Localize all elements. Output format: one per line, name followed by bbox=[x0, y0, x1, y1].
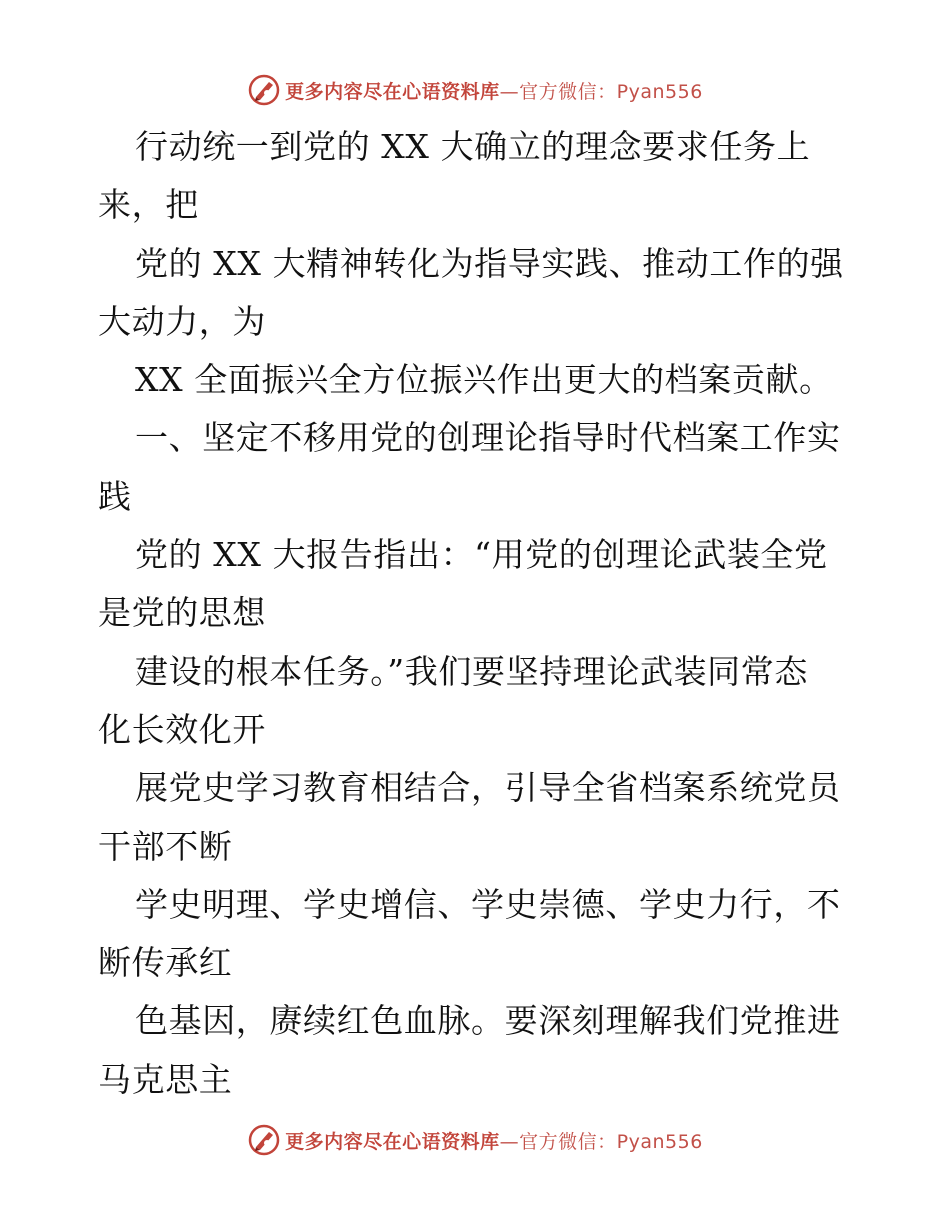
footer-banner-separator: — bbox=[499, 1130, 520, 1153]
text-line: 来，把 bbox=[98, 185, 199, 225]
footer-banner bbox=[0, 1120, 950, 1160]
footer-banner-title: 更多内容尽在心语资料库 bbox=[285, 1130, 500, 1153]
header-banner-wechat: 官方微信：Pyan556 bbox=[519, 80, 703, 103]
text-line: 展党史学习教育相结合，引导全省档案系统党员 bbox=[135, 768, 841, 808]
pen-logo-icon bbox=[247, 1123, 281, 1157]
header-banner-separator: — bbox=[499, 80, 520, 103]
text-line: 党的 XX 大精神转化为指导实践、推动工作的强 bbox=[135, 243, 844, 283]
text-line: 行动统一到党的 XX 大确立的理念要求任务上 bbox=[135, 127, 811, 166]
header-banner-text bbox=[285, 77, 703, 104]
header-banner-title: 更多内容尽在心语资料库 bbox=[285, 80, 500, 103]
text-line: 干部不断 bbox=[98, 826, 233, 866]
footer-banner-wechat: 官方微信：Pyan556 bbox=[519, 1130, 703, 1153]
text-line: XX 全面振兴全方位振兴作出更大的档案贡献。 bbox=[135, 360, 833, 400]
footer-banner-text bbox=[285, 1127, 703, 1154]
section-heading-continued: 践 bbox=[98, 476, 132, 516]
text-line: 建设的根本任务。”我们要坚持理论武装同常态 bbox=[135, 651, 808, 691]
section-heading: 一、坚定不移用党的创理论指导时代档案工作实 bbox=[135, 418, 841, 458]
text-line: 是党的思想 bbox=[98, 593, 266, 633]
text-line: 党的 XX 大报告指出：“用党的创理论武装全党 bbox=[135, 535, 828, 575]
text-line: 马克思主 bbox=[98, 1059, 233, 1099]
header-banner bbox=[0, 70, 950, 110]
text-line: 大动力，为 bbox=[98, 301, 266, 341]
text-line: 断传承红 bbox=[98, 943, 233, 983]
text-line: 学史明理、学史增信、学史崇德、学史力行，不 bbox=[135, 884, 841, 924]
document-body bbox=[98, 118, 858, 1109]
pen-logo-icon bbox=[247, 73, 281, 107]
text-line: 化长效化开 bbox=[98, 709, 266, 749]
text-line: 色基因，赓续红色血脉。要深刻理解我们党推进 bbox=[135, 1001, 841, 1041]
